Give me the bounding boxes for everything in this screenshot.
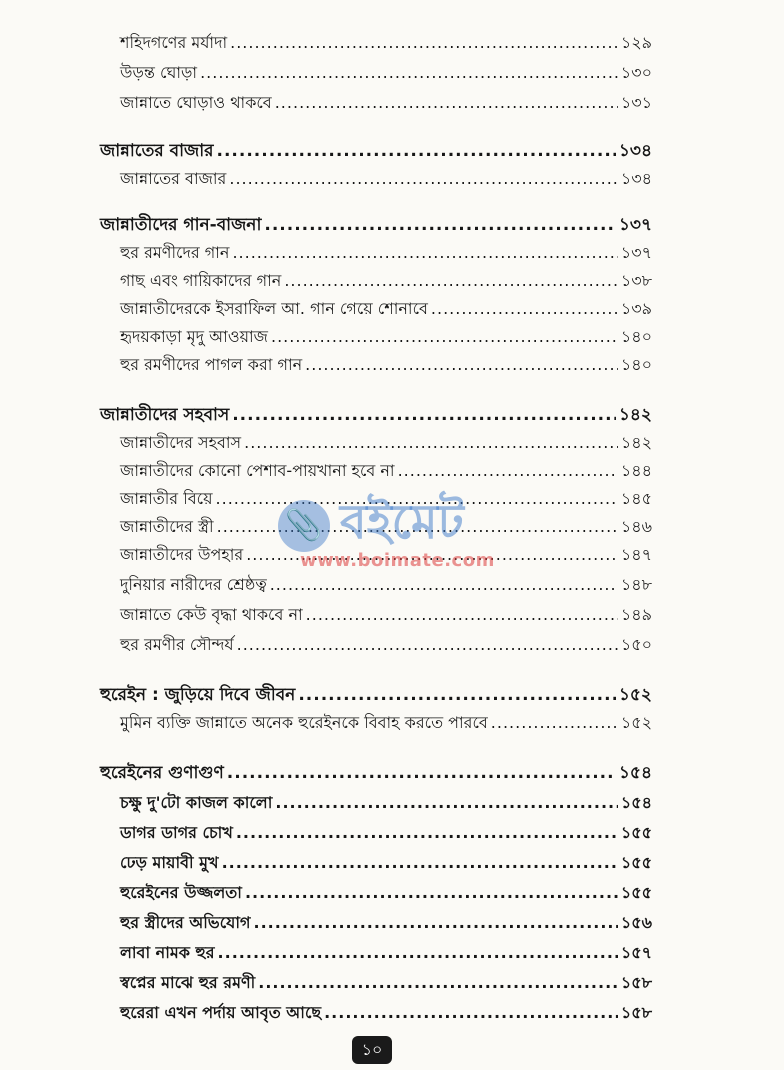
entry-title: লাবা নামক হুর [120,943,215,962]
dot-leader [264,215,615,235]
entry-page: ১৫০ [620,635,652,654]
section-title: হুরেইনের গুণাগুণ [100,763,224,783]
dot-leader [227,763,616,783]
entry-title: জান্নাতের বাজার [120,169,227,188]
entry-title: শহিদগণের মর্যাদা [120,33,228,52]
entry-page: ১৪২ [620,433,652,452]
entry-page: ১৪৫ [620,489,652,508]
toc-entry [120,514,652,541]
toc-section-heading [100,760,652,788]
entry-page: ১৫৮ [620,973,652,992]
dot-leader [200,63,618,82]
section-page: ১৫৪ [618,763,652,783]
toc-entry [120,790,652,817]
entry-page: ১৩৮ [620,271,652,290]
entry-title: দুনিয়ার নারীদের শ্রেষ্ঠত্ব [120,575,267,594]
entry-title: হুর স্ত্রীদের অভিযোগ [120,913,251,932]
toc-entry [120,880,652,907]
entry-title: হুর রমণীদের পাগল করা গান [120,355,303,374]
toc-entry [120,602,652,629]
dot-leader [218,943,618,962]
dot-leader [275,93,618,112]
toc-entry [120,166,652,193]
section-page: ১৪২ [618,405,652,425]
toc-entry [120,486,652,513]
entry-title: মুমিন ব্যক্তি জান্নাতে অনেক হুরেইনকে বিবাহ করতে পারবে [120,713,488,732]
entry-title: জান্নাতীর বিয়ে [120,489,213,508]
entry-title: উড়ন্ত ঘোড়া [120,63,198,82]
dot-leader [229,169,617,188]
toc-entry [120,710,652,737]
section-page: ১৫২ [618,685,652,705]
entry-page: ১৪৮ [620,575,652,594]
toc-entry [120,352,652,379]
dot-leader [232,243,617,262]
page-number: ১০ [352,1036,392,1064]
toc-entry [120,324,652,351]
toc-entry [120,60,652,87]
toc-entry [120,430,652,457]
entry-page: ১৩৯ [620,299,652,318]
entry-title: জান্নাতে ঘোড়াও থাকবে [120,93,272,112]
dot-leader [217,141,616,161]
dot-leader [284,271,618,290]
entry-title: হুরেইনের উজ্জলতা [120,883,242,902]
dot-leader [298,685,616,705]
entry-page: ১৫৪ [620,793,652,812]
entry-page: ১৫৫ [620,853,652,872]
toc-entry [120,632,652,659]
section-title: জান্নাতের বাজার [100,141,214,161]
entry-page: ১৫২ [620,713,652,732]
entry-title: হুর রমণীদের গান [120,243,230,262]
entry-page: ১৫৬ [620,913,652,932]
toc-entry [120,458,652,485]
dot-leader [305,355,618,374]
dot-leader [491,713,618,732]
entry-title: গাছ এবং গায়িকাদের গান [120,271,282,290]
dot-leader [230,33,618,52]
entry-page: ১২৯ [620,33,652,52]
dot-leader [217,517,618,536]
entry-page: ১৪৬ [620,517,652,536]
dot-leader [237,635,618,654]
dot-leader [431,299,618,318]
entry-title: জান্নাতীদেরকে ইসরাফিল আ. গান গেয়ে শোনাবে [120,299,428,318]
dot-leader [324,1003,618,1022]
entry-page: ১৪৯ [620,605,652,624]
toc-section-heading [100,682,652,710]
entry-title: হৃদয়কাড়া মৃদু আওয়াজ [120,327,268,346]
toc-entry [120,820,652,847]
entry-page: ১৫৭ [620,943,652,962]
section-page: ১৩৭ [618,215,652,235]
entry-page: ১৫৫ [620,883,652,902]
toc-entry [120,970,652,997]
toc-entry [120,30,652,57]
entry-page: ১৪০ [620,355,652,374]
entry-page: ১৩০ [620,63,652,82]
toc-entry [120,910,652,937]
dot-leader [398,461,618,480]
toc-section-heading [100,402,652,430]
toc-section-heading [100,212,652,240]
toc-entry [120,940,652,967]
dot-leader [270,575,618,594]
toc-entry [120,268,652,295]
dot-leader [246,545,618,564]
watermark-url: www.boimate.com [300,550,495,571]
dot-leader [275,793,617,812]
toc-entry [120,90,652,117]
entry-title: হুর রমণীর সৌন্দর্য [120,635,234,654]
toc-entry [120,296,652,323]
entry-page: ১৪৭ [620,545,652,564]
entry-page: ১৫৫ [620,823,652,842]
watermark-logo-text: বইমেট [340,494,464,550]
entry-title: ঢেড় মায়াবী মুখ [120,853,219,872]
entry-title: হুরেরা এখন পর্দায় আবৃত আছে [120,1003,322,1022]
entry-page: ১৩১ [620,93,652,112]
entry-title: চক্ষু দু'টো কাজল কালো [120,793,273,812]
entry-title: জান্নাতীদের সহবাস [120,433,242,452]
entry-page: ১৪৪ [620,461,652,480]
section-title: জান্নাতীদের সহবাস [100,405,230,425]
dot-leader [254,913,618,932]
dot-leader [271,327,618,346]
dot-leader [258,973,618,992]
entry-page: ১৪০ [620,327,652,346]
section-page: ১৩৪ [618,141,652,161]
entry-title: জান্নাতীদের কোনো পেশাব-পায়খানা হবে না [120,461,395,480]
toc-entry [120,240,652,267]
entry-title: জান্নাতে কেউ বৃদ্ধা থাকবে না [120,605,303,624]
section-title: হুরেইন : জুড়িয়ে দিবে জীবন [100,685,296,705]
entry-title: স্বপ্নের মাঝে হুর রমণী [120,973,256,992]
entry-title: জান্নাতীদের স্ত্রী [120,517,214,536]
toc-entry [120,572,652,599]
dot-leader [222,853,618,872]
entry-page: ১৩৭ [620,243,652,262]
toc-entry [120,850,652,877]
dot-leader [216,489,618,508]
dot-leader [306,605,618,624]
toc-entry [120,1000,652,1027]
dot-leader [236,823,618,842]
entry-title: জান্নাতীদের উপহার [120,545,244,564]
paperclip-icon: 📎 [278,500,330,552]
entry-page: ১৩৪ [620,169,652,188]
dot-leader [232,405,616,425]
toc-entry [120,542,652,569]
dot-leader [244,433,618,452]
toc-section-heading [100,138,652,166]
entry-title: ডাগর ডাগর চোখ [120,823,233,842]
section-title: জান্নাতীদের গান-বাজনা [100,215,262,235]
dot-leader [245,883,618,902]
entry-page: ১৫৮ [620,1003,652,1022]
